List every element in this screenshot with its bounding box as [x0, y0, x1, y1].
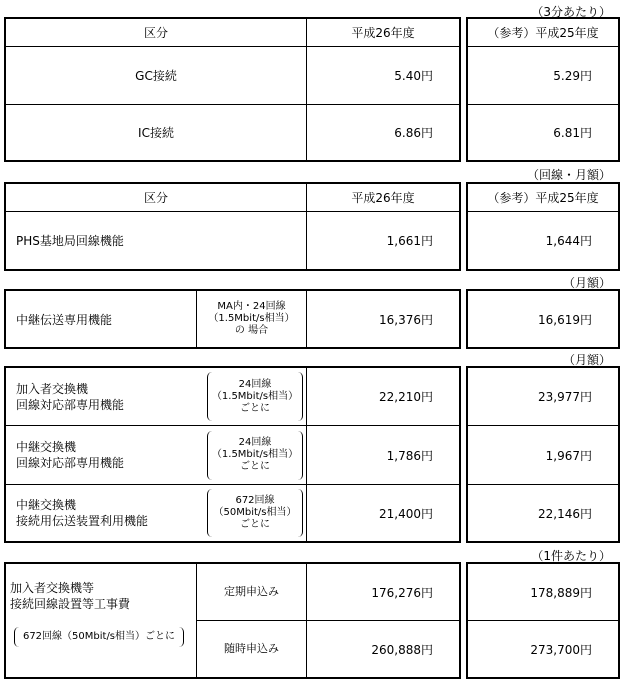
unit-label-2: （回線・月額） — [526, 168, 611, 182]
row-value-anytime-reference: 273,700円 — [530, 642, 592, 657]
row-label-construction-cost: 加入者交換機等 接続回線設置等工事費 — [10, 581, 131, 611]
row-value-relay-current: 16,376円 — [379, 312, 433, 327]
row-condition-relay-switch-transmission: 672回線 （50Mbit/s相当） ごとに — [213, 495, 297, 530]
row-label-ic: IC接続 — [138, 126, 174, 140]
row-type-anytime: 随時申込み — [224, 642, 279, 655]
unit-label-4: （月額） — [562, 353, 611, 367]
row-value-gc-reference: 5.29円 — [553, 69, 592, 83]
row-label-relay-switch-line: 中継交換機 回線対応部専用機能 — [16, 440, 125, 470]
row-label-phs: PHS基地局回線機能 — [16, 234, 124, 248]
table2-header-category: 区分 — [143, 191, 168, 205]
row-value-relay-line-current: 1,786円 — [386, 448, 433, 463]
table2-header-current: 平成26年度 — [351, 191, 415, 205]
unit-label-1: （3分あたり） — [531, 5, 611, 19]
row-condition-relay-transmission: MA内・24回線 （1.5Mbit/s相当） の 場合 — [208, 301, 295, 336]
row-label-relay-transmission: 中継伝送専用機能 — [16, 312, 113, 327]
row-value-relay-reference: 16,619円 — [538, 312, 592, 327]
row-label-relay-switch-transmission: 中継交換機 接続用伝送装置利用機能 — [16, 498, 149, 528]
row-value-gc-current: 5.40円 — [394, 69, 433, 83]
row-value-ic-current: 6.86円 — [394, 126, 433, 140]
table2-header-reference: （参考）平成25年度 — [487, 191, 599, 205]
unit-label-5: （1件あたり） — [531, 549, 611, 563]
row-value-ic-reference: 6.81円 — [553, 126, 592, 140]
row-value-anytime-current: 260,888円 — [371, 642, 433, 657]
row-condition-subscriber-switch: 24回線 （1.5Mbit/s相当） ごとに — [211, 378, 299, 414]
table1-header-category: 区分 — [143, 26, 168, 40]
row-note-construction-cost: 672回線（50Mbit/s相当）ごとに — [22, 631, 176, 642]
row-value-periodic-reference: 178,889円 — [530, 585, 592, 600]
row-value-periodic-current: 176,276円 — [371, 585, 433, 600]
table1-header-reference: （参考）平成25年度 — [487, 26, 599, 40]
unit-label-3: （月額） — [562, 276, 611, 290]
row-condition-relay-switch-line: 24回線 （1.5Mbit/s相当） ごとに — [211, 437, 299, 472]
row-value-relay-line-reference: 1,967円 — [545, 448, 592, 463]
row-value-phs-current: 1,661円 — [386, 234, 433, 248]
row-value-phs-reference: 1,644円 — [545, 234, 592, 248]
row-value-subscriber-current: 22,210円 — [379, 390, 433, 404]
row-value-relay-transmission-reference: 22,146円 — [538, 506, 592, 521]
row-type-periodic: 定期申込み — [224, 585, 279, 598]
row-value-subscriber-reference: 23,977円 — [538, 390, 592, 404]
table1-header-current: 平成26年度 — [351, 26, 415, 40]
row-label-gc: GC接続 — [135, 69, 177, 83]
row-label-subscriber-switch: 加入者交換機 回線対応部専用機能 — [16, 381, 125, 412]
row-value-relay-transmission-current: 21,400円 — [379, 506, 433, 521]
